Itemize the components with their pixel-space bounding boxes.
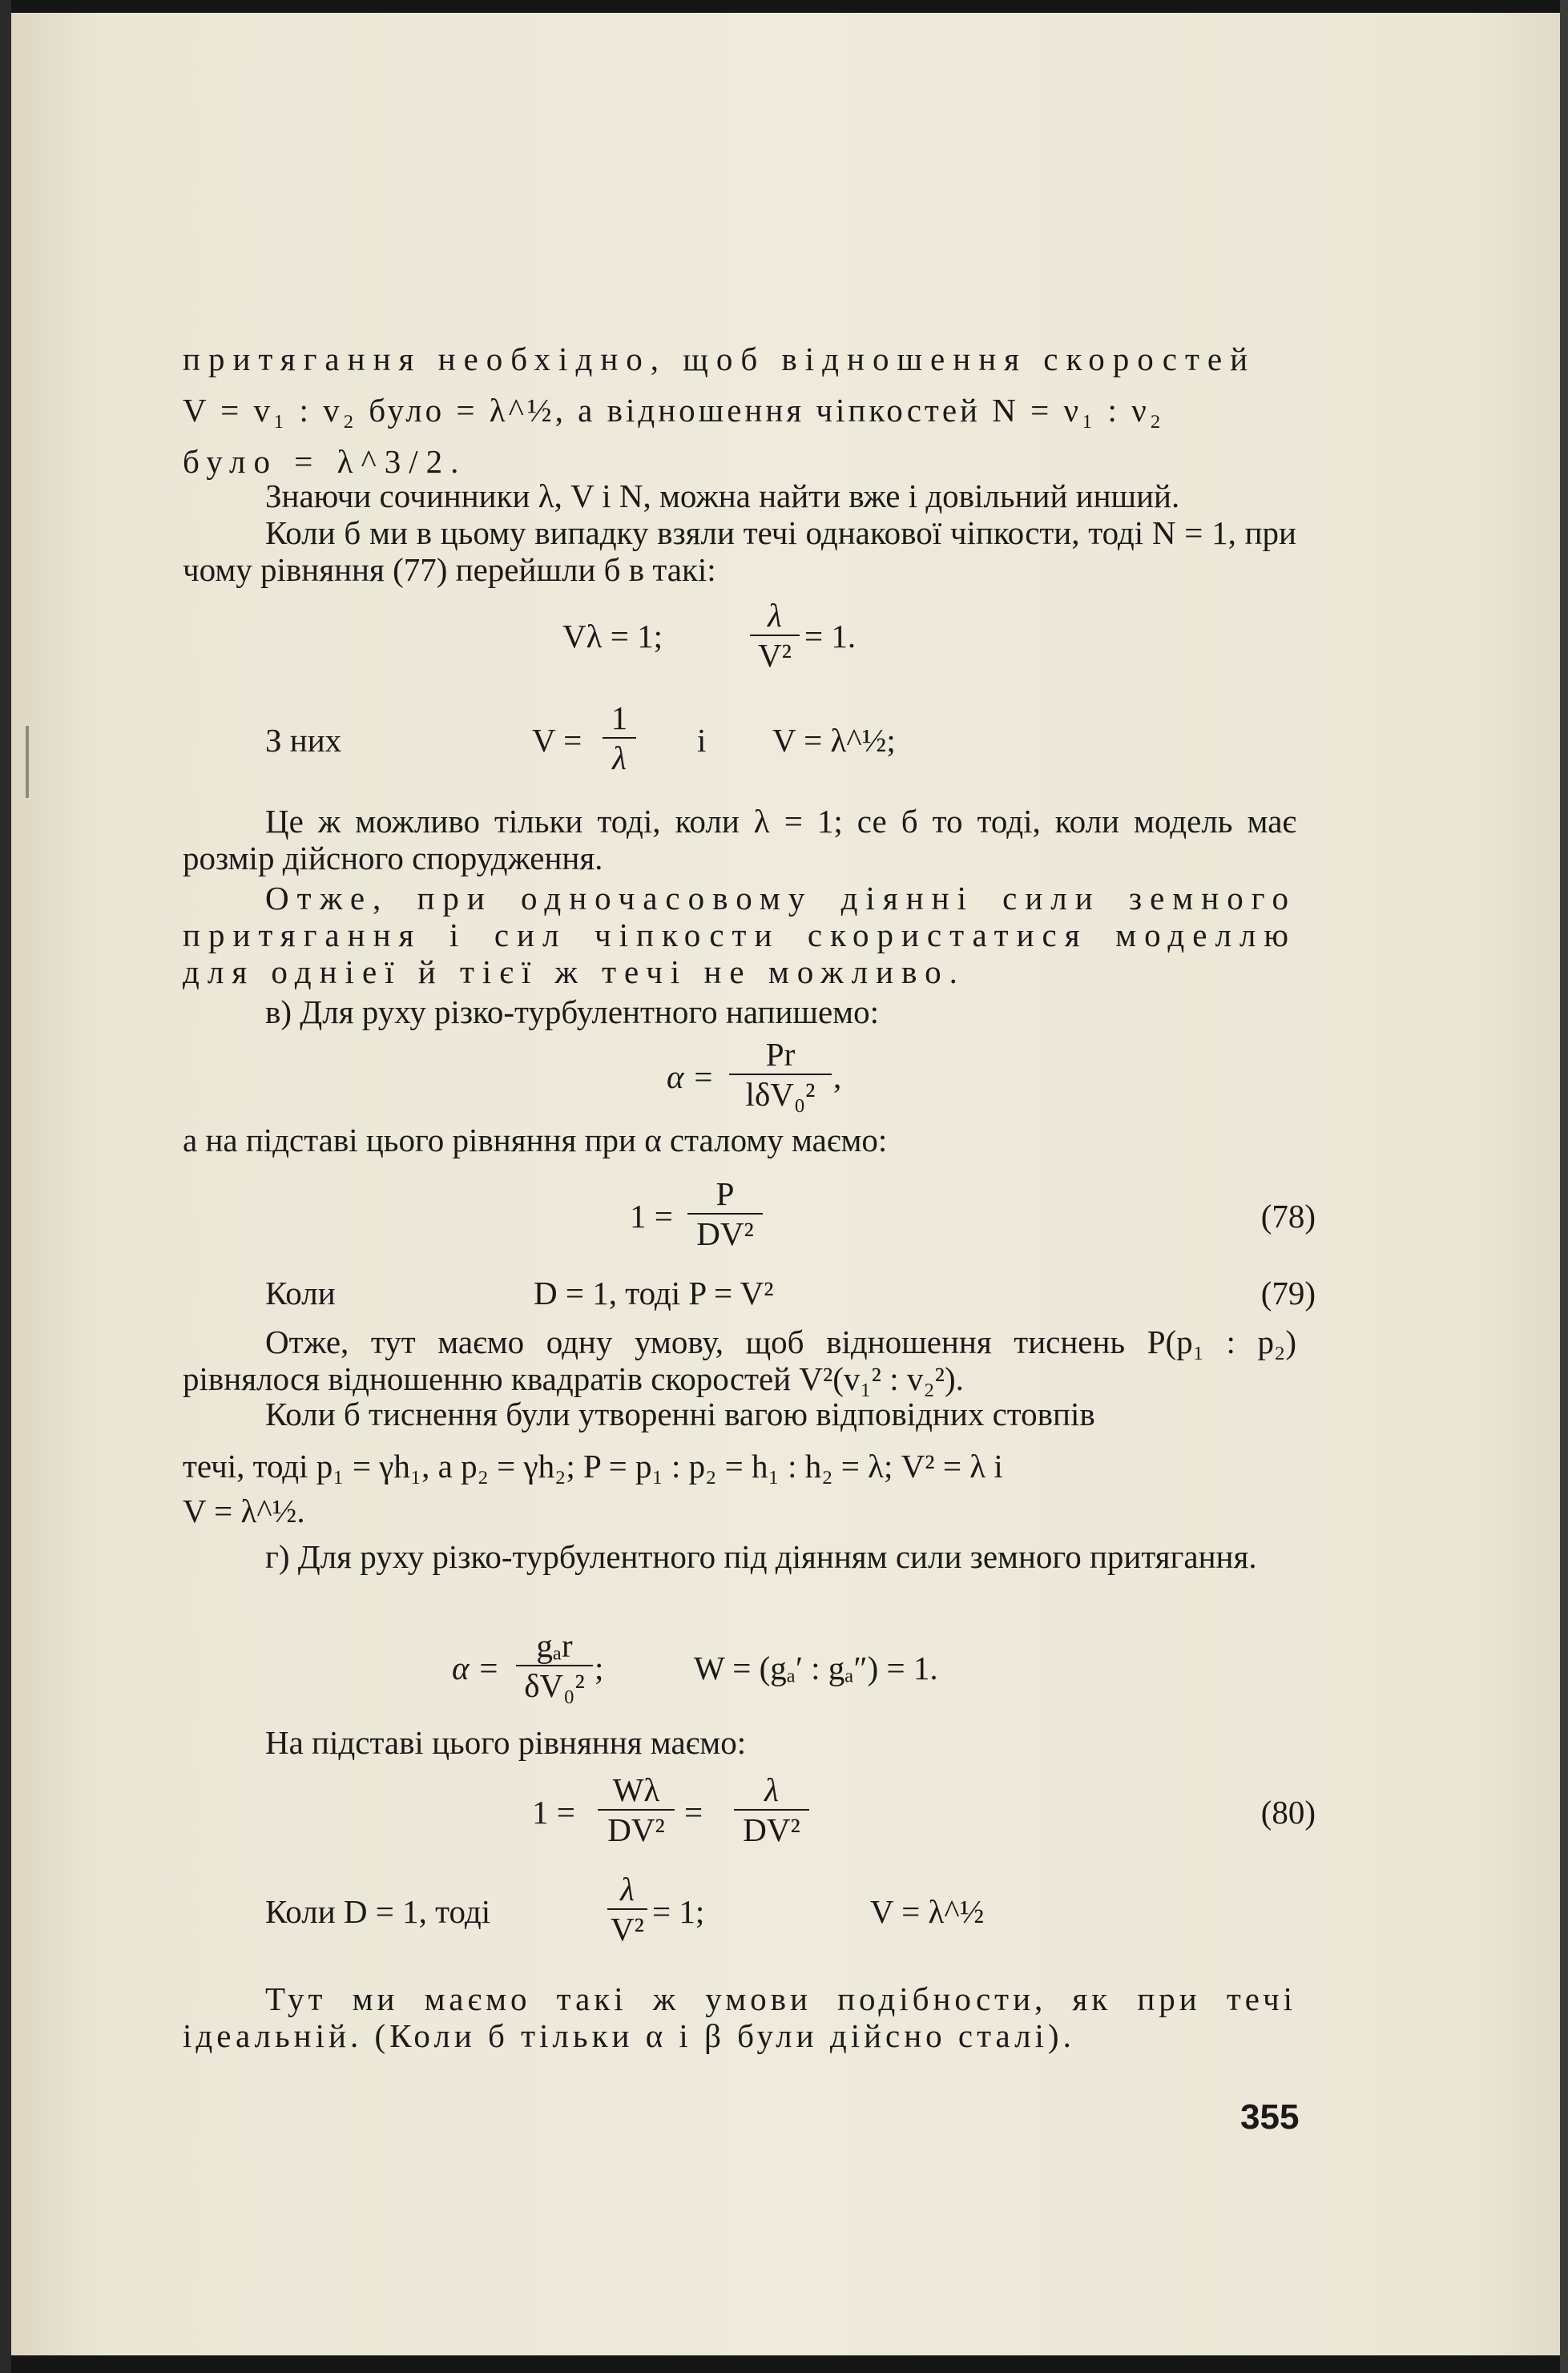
equation-number-78: (78) — [1260, 1198, 1316, 1235]
equation-v-equals: V = — [532, 722, 582, 759]
fraction-denominator: V² — [611, 1911, 644, 1948]
fraction-lambda-over-v2-b — [607, 1870, 647, 1948]
paragraph-5: Отже, при одночасовому діянні сили земного притягання і сил чіпкости скористатися моделлю для одніеї й тієї ж течі не можливо. — [183, 880, 1296, 990]
conjunction-i: і — [697, 722, 707, 759]
fraction-denominator: DV² — [607, 1811, 665, 1848]
fraction-one-over-lambda — [603, 699, 636, 777]
fraction-numerator: λ — [764, 1771, 779, 1808]
scan-right-border — [1560, 0, 1568, 2373]
fraction-denominator: λ — [612, 739, 627, 776]
paragraph-7: а на підставі цього рівняння при α сталому маємо: — [183, 1122, 888, 1158]
paragraph-9-line-3: V = λ^½. — [183, 1493, 305, 1529]
fraction-numerator: Pr — [765, 1036, 796, 1073]
page-number: 355 — [1240, 2097, 1300, 2137]
paragraph-2: Знаючи сочинники λ, V і N, можна найти вже і довільний инший. — [265, 477, 1180, 514]
fraction-gar-over-dv — [516, 1626, 593, 1705]
paragraph-11: На підставі цього рівняння маємо: — [265, 1724, 747, 1761]
fraction-denominator: lδV₀² — [745, 1076, 816, 1113]
equation-alpha2-lhs: α = — [452, 1650, 500, 1686]
paragraph-10: г) Для руху різко-турбулентного під діянням сили земного притягання. — [265, 1538, 1257, 1575]
equation-79-body: D = 1, тоді P = V² — [534, 1275, 774, 1311]
paragraph-4: Це ж можливо тільки тоді, коли λ = 1; се б то тоді, коли модель має розмір дійсного спорудження. — [183, 803, 1296, 876]
equation-number-79: (79) — [1260, 1275, 1316, 1311]
equation-78-lhs: 1 = — [630, 1198, 673, 1235]
equation-v-lambda: Vλ = 1; — [562, 618, 663, 655]
fraction-numerator: Wλ — [612, 1771, 660, 1808]
paragraph-8: Отже, тут маємо одну умову, щоб відношення тиснень P(p₁ : p₂) рівнялося відношенню квадратів скоростей V²(v₁² : v₂²). — [183, 1323, 1296, 1397]
equation-80-lhs: 1 = — [532, 1794, 575, 1831]
z-nykh-label: З них — [265, 722, 342, 759]
paragraph-1-line-1: притягання необхідно, щоб відношення скоростей — [183, 340, 1256, 377]
paragraph-3: Коли б ми в цьому випадку взяли течі однакової чіпкости, тоді N = 1, при чому рівняння (77) перейшли б в такі: — [183, 514, 1296, 588]
paragraph-9-line-2: течі, тоді p₁ = γh₁, а p₂ = γh₂; P = p₁ : p₂ = h₁ : h₂ = λ; V² = λ і — [183, 1448, 1003, 1485]
fraction-denominator: V² — [758, 637, 792, 674]
fraction-wl-over-dv2 — [598, 1771, 675, 1849]
fraction-pr-over-ldv — [729, 1035, 832, 1114]
equation-v-lambda-half: V = λ^½; — [772, 722, 896, 759]
equation-79-left: Коли — [265, 1275, 336, 1311]
fraction-numerator: λ — [768, 597, 782, 634]
fraction-numerator: 1 — [611, 699, 628, 736]
koly-line-left: Коли D = 1, тоді — [265, 1893, 491, 1930]
fraction-numerator: gₐr — [536, 1627, 573, 1664]
equation-number-80: (80) — [1260, 1794, 1316, 1831]
paragraph-9-line-1: Коли б тиснення були утворенні вагою відповідних стовпів — [265, 1396, 1095, 1432]
fraction-lambda-over-v2 — [750, 596, 800, 675]
fraction-denominator: δV₀² — [524, 1667, 585, 1704]
fraction-denominator: DV² — [743, 1811, 800, 1848]
equation-semicolon: ; — [595, 1650, 604, 1686]
paragraph-6: в) Для руху різко-турбулентного напишемо: — [265, 993, 879, 1030]
fraction-numerator: P — [715, 1175, 735, 1212]
paragraph-12: Тут ми маємо такі ж умови подібности, як при течі ідеальній. (Коли б тільки α і β були дійсно сталі). — [183, 1980, 1296, 2054]
fraction-denominator: DV² — [696, 1215, 754, 1252]
paragraph-1-line-2: V = v₁ : v₂ було = λ^½, а відношення чіпкостей N = ν₁ : ν₂ — [183, 392, 1165, 429]
fraction-p-over-dv2 — [687, 1174, 763, 1253]
equation-comma: , — [833, 1058, 842, 1095]
scan-bottom-border — [0, 2355, 1568, 2373]
paragraph-1-line-3: було = λ^3/2. — [183, 443, 467, 480]
equation-w: W = (gₐ′ : gₐ″) = 1. — [694, 1650, 938, 1686]
equation-alpha-lhs: α = — [667, 1058, 715, 1095]
equation-80-equals: = — [684, 1794, 703, 1831]
margin-mark — [26, 726, 29, 798]
scan-top-border — [0, 0, 1568, 13]
koly-line-right: V = λ^½ — [870, 1893, 985, 1930]
equation-equals-one: = 1. — [804, 618, 857, 655]
fraction-l-over-dv2 — [734, 1771, 809, 1849]
scan-left-border — [0, 0, 11, 2373]
koly-line-mid: = 1; — [652, 1893, 705, 1930]
fraction-numerator: λ — [620, 1871, 635, 1908]
